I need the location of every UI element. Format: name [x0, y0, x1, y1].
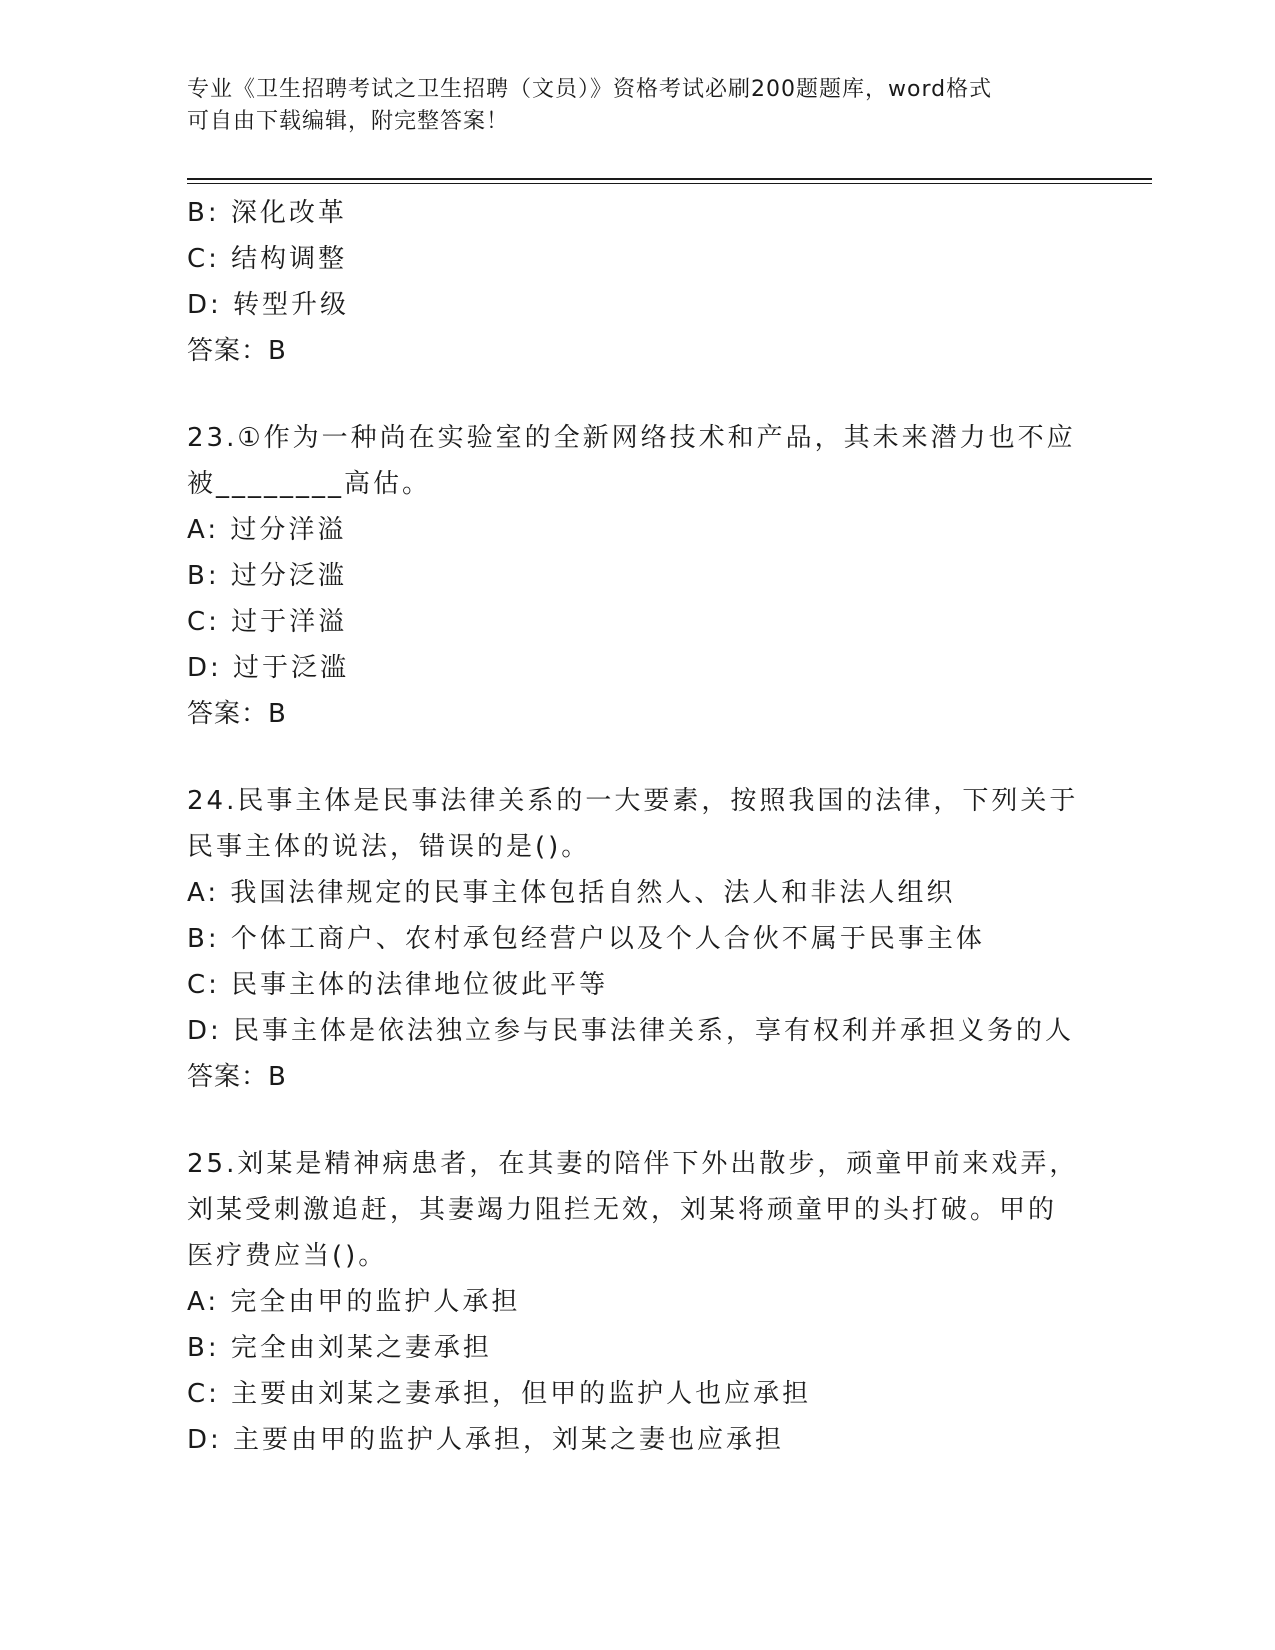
option-c: C: 过于洋溢 [187, 607, 348, 637]
question-stem-line: 民事主体的说法，错误的是()。 [187, 832, 591, 862]
question-stem-line: 25.刘某是精神病患者，在其妻的陪伴下外出散步，顽童甲前来戏弄， [187, 1149, 1079, 1179]
option-d: D: 过于泛滥 [187, 653, 350, 683]
header-line-2: 可自由下载编辑，附完整答案！ [187, 109, 510, 134]
question-stem-line: 23.①作为一种尚在实验室的全新网络技术和产品，其未来潜力也不应 [187, 423, 1076, 453]
option-d: D: 民事主体是依法独立参与民事法律关系，享有权利并承担义务的人 [187, 1016, 1075, 1046]
option-a: A: 我国法律规定的民事主体包括自然人、法人和非法人组织 [187, 878, 956, 908]
option-b: B: 完全由刘某之妻承担 [187, 1333, 492, 1363]
header-rule-thick [187, 178, 1152, 180]
previous-question-tail [187, 190, 1087, 374]
option-c: C: 民事主体的法律地位彼此平等 [187, 970, 609, 1000]
option-b: B: 深化改革 [187, 198, 347, 228]
answer-line: 答案：B [187, 699, 287, 729]
option-b: B: 过分泛滥 [187, 561, 347, 591]
answer-line: 答案：B [187, 336, 287, 366]
option-b: B: 个体工商户、农村承包经营户以及个人合伙不属于民事主体 [187, 924, 985, 954]
option-a: A: 完全由甲的监护人承担 [187, 1287, 521, 1317]
question-24 [187, 778, 1087, 1100]
option-d: D: 主要由甲的监护人承担，刘某之妻也应承担 [187, 1425, 785, 1455]
document-header [187, 74, 1087, 138]
header-rule-thin [187, 183, 1152, 184]
option-a: A: 过分洋溢 [187, 515, 347, 545]
question-stem-line: 24.民事主体是民事法律关系的一大要素，按照我国的法律，下列关于 [187, 786, 1079, 816]
question-23 [187, 415, 1087, 737]
header-line-1: 专业《卫生招聘考试之卫生招聘（文员）》资格考试必刷200题题库，word格式 [187, 77, 993, 102]
question-25 [187, 1141, 1087, 1463]
option-c: C: 主要由刘某之妻承担，但甲的监护人也应承担 [187, 1379, 812, 1409]
question-stem-line: 刘某受刺激追赶，其妻竭力阻拦无效，刘某将顽童甲的头打破。甲的 [187, 1195, 1058, 1225]
document-body [187, 190, 1087, 1463]
option-d: D: 转型升级 [187, 290, 350, 320]
question-stem-line: 被________高估。 [187, 469, 432, 499]
question-stem-line: 医疗费应当()。 [187, 1241, 388, 1271]
option-c: C: 结构调整 [187, 244, 348, 274]
answer-line: 答案：B [187, 1062, 287, 1092]
